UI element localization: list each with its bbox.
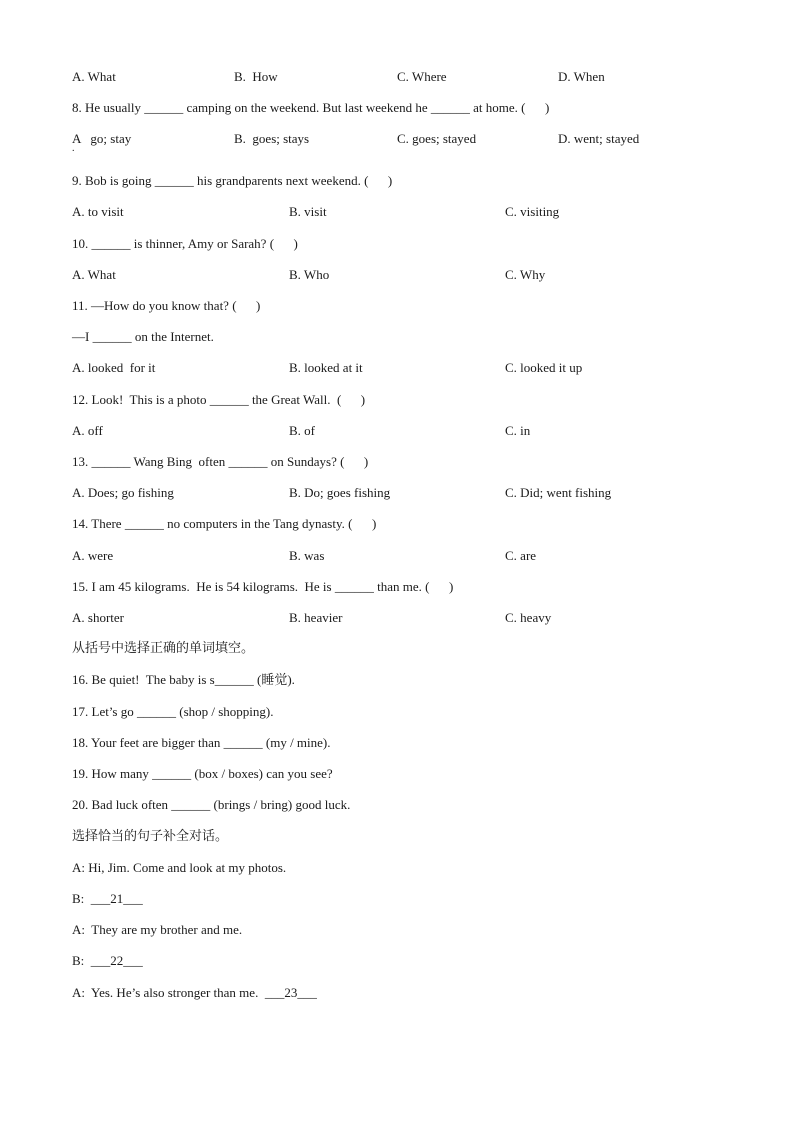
dialogue-line-5 — [72, 985, 317, 1001]
q8-option-d: D. went; stayed — [558, 131, 640, 146]
q11-option-b: B. looked at it — [289, 360, 363, 375]
q15-question: 15. I am 45 kilograms. He is 54 kilograms. He is ______ than me. ( ) — [72, 579, 454, 594]
q9-option-a: A. to visit — [72, 204, 124, 219]
q8-question: 8. He usually ______ camping on the weekend. But last weekend he ______ at home. ( ) — [72, 100, 550, 115]
q14-question: 14. There ______ no computers in the Tang dynasty. ( ) — [72, 516, 377, 531]
blank-23: ___23___ — [264, 985, 317, 1000]
q12-question: 12. Look! This is a photo ______ the Great Wall. ( ) — [72, 392, 366, 407]
section2-heading: 从括号中选择正确的单词填空。 — [72, 641, 255, 656]
q20-item: 20. Bad luck often ______ (brings / bring) good luck. — [72, 797, 351, 812]
q7-option-a: A. What — [72, 69, 116, 84]
blank-21: ___21___ — [90, 891, 143, 906]
q9-option-c: C. visiting — [505, 204, 560, 219]
q10-option-b: B. Who — [289, 267, 330, 282]
dialogue-speaker-b: B: — [72, 891, 91, 906]
q18-item: 18. Your feet are bigger than ______ (my / mine). — [72, 735, 331, 750]
q12-option-b: B. of — [289, 423, 315, 438]
q10-option-a: A. What — [72, 267, 116, 282]
q15-option-a: A. shorter — [72, 610, 124, 625]
q11-question: 11. —How do you know that? ( ) — [72, 298, 261, 313]
q13-option-b: B. Do; goes fishing — [289, 485, 391, 500]
section3-heading: 选择恰当的句子补全对话。 — [72, 829, 229, 844]
blank-22: ___22___ — [90, 953, 143, 968]
q8-option-a: A go; stay — [72, 131, 132, 146]
q11-option-c: C. looked it up — [505, 360, 583, 375]
dialogue-line-1: A: Hi, Jim. Come and look at my photos. — [72, 860, 287, 875]
q14-option-b: B. was — [289, 548, 325, 563]
q7-option-b: B. How — [234, 69, 278, 84]
dialogue-speaker-b-2: B: — [72, 953, 91, 968]
q15-option-c: C. heavy — [505, 610, 552, 625]
dialogue-line-4 — [72, 953, 143, 969]
q7-option-c: C. Where — [397, 69, 447, 84]
q17-item: 17. Let’s go ______ (shop / shopping). — [72, 704, 274, 719]
q19-item: 19. How many ______ (box / boxes) can you see? — [72, 766, 333, 781]
q8-option-c: C. goes; stayed — [397, 131, 477, 146]
q13-question: 13. ______ Wang Bing often ______ on Sundays? ( ) — [72, 454, 369, 469]
q9-question: 9. Bob is going ______ his grandparents next weekend. ( ) — [72, 173, 393, 188]
q10-option-c: C. Why — [505, 267, 546, 282]
q15-option-b: B. heavier — [289, 610, 343, 625]
q14-option-a: A. were — [72, 548, 114, 563]
q10-question: 10. ______ is thinner, Amy or Sarah? ( ) — [72, 236, 298, 251]
q12-option-c: C. in — [505, 423, 531, 438]
q7-option-d: D. When — [558, 69, 605, 84]
dialogue-line-5-text: A: Yes. He’s also stronger than me. — [72, 985, 265, 1000]
dialogue-line-3: A: They are my brother and me. — [72, 922, 243, 937]
q16-item: 16. Be quiet! The baby is s______ (睡觉). — [72, 672, 295, 687]
q13-option-a: A. Does; go fishing — [72, 485, 174, 500]
q9-option-b: B. visit — [289, 204, 327, 219]
q8-option-b: B. goes; stays — [234, 131, 310, 146]
q13-option-c: C. Did; went fishing — [505, 485, 612, 500]
q11-answer-line: —I ______ on the Internet. — [72, 329, 214, 344]
dialogue-line-2 — [72, 891, 143, 907]
q12-option-a: A. off — [72, 423, 103, 438]
q8-option-a-dot: . — [72, 143, 75, 154]
q14-option-c: C. are — [505, 548, 537, 563]
q11-option-a: A. looked for it — [72, 360, 156, 375]
